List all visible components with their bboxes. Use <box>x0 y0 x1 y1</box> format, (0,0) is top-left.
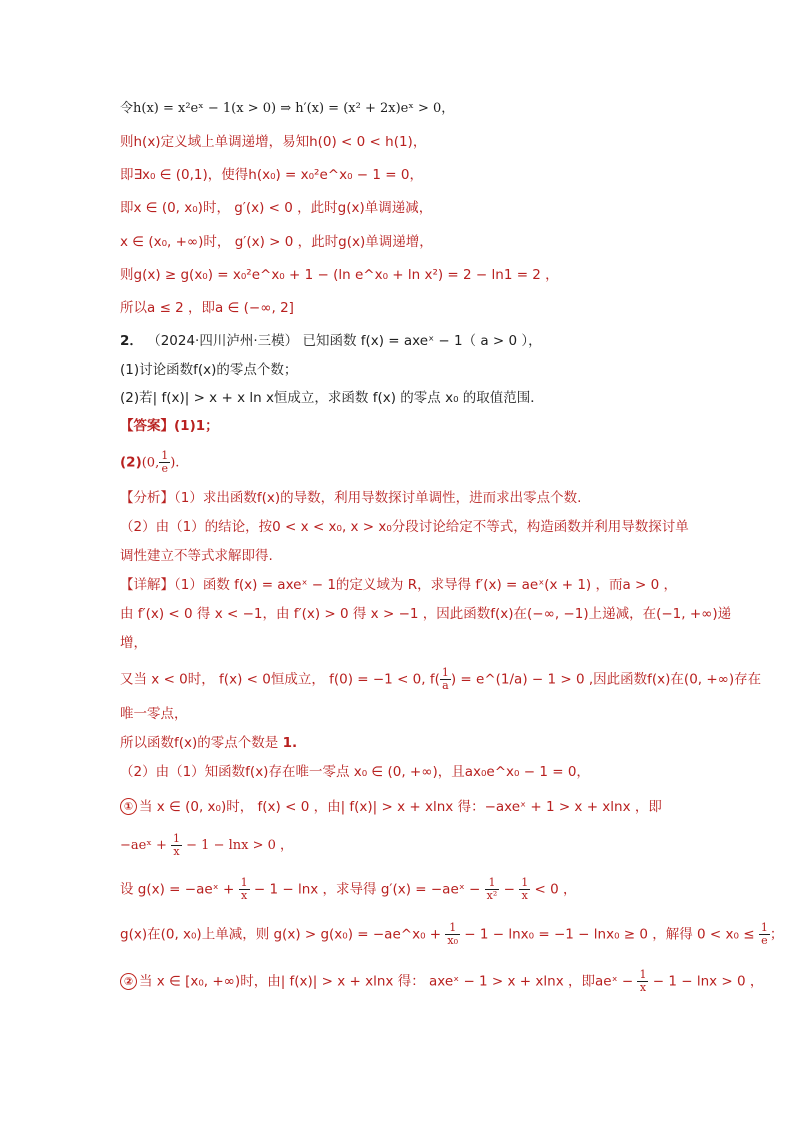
detail-d10c: − <box>499 881 520 898</box>
detail-d9b: − 1 − lnx > 0 ， <box>182 838 294 853</box>
answer-2-left: (0, <box>141 455 160 471</box>
question-1: (1)讨论函数f(x)的零点个数； <box>120 362 298 378</box>
detail-line-6 <box>120 733 297 753</box>
detail-line-7: （2）由（1）知函数f(x)存在唯一零点 x₀ ∈ (0, +∞)，且ax₀e^x₀ − 1 = 0， <box>120 764 590 780</box>
derivation-line-1: 令h(x) = x²eˣ − 1(x > 0) ⇒ h′(x) = (x² + 2x)eˣ > 0， <box>120 101 455 116</box>
detail-d10-fraction-2 <box>485 877 500 902</box>
detail-d4-frac-den: a <box>442 679 449 692</box>
detail-d11-frac2-num: 1 <box>760 921 768 934</box>
detail-d10-frac2-den: x² <box>486 889 498 902</box>
detail-line-8 <box>120 797 662 817</box>
detail-d9a: −aeˣ + <box>120 838 172 853</box>
analysis-p1: （1）求出函数f(x)的导数，利用导数探讨单调性，进而求出零点个数. <box>174 490 582 506</box>
derivation-line-7: 所以a ≤ 2 ，即a ∈ (−∞, 2] <box>120 300 294 316</box>
detail-d10-fraction-1 <box>239 877 250 902</box>
answer-2-fraction <box>159 450 170 475</box>
detail-d6a: 所以函数f(x)的零点个数是 <box>120 735 283 751</box>
detail-line-11 <box>120 922 783 947</box>
answer-2-frac-den: e <box>161 462 168 475</box>
detail-line-3: 增， <box>120 635 147 651</box>
answer-2-frac-num: 1 <box>161 449 169 462</box>
problem-source: （2024·四川泸州·三模） <box>147 333 299 349</box>
answer-1: (1)1； <box>174 418 219 434</box>
detail-d6b: 1. <box>282 735 298 751</box>
detail-d10-frac3-num: 1 <box>521 876 529 889</box>
detail-d8: 当 x ∈ (0, x₀)时， f(x) < 0 ，由| f(x)| > x + xlnx 得：−axeˣ + 1 > x + xlnx ，即 <box>139 799 662 815</box>
detail-line-4 <box>120 667 761 692</box>
detail-d4a: 又当 x < 0时， f(x) < 0恒成立， f(0) = −1 < 0, f( <box>120 671 440 688</box>
detail-line-1 <box>120 575 677 595</box>
detail-d10-frac1-den: x <box>240 889 248 902</box>
detail-d11c: ； <box>769 926 784 943</box>
detail-d4-frac-num: 1 <box>441 666 449 679</box>
detail-d12-frac-den: x <box>639 981 647 994</box>
detail-d9-fraction <box>171 833 182 858</box>
analysis-label: 【分析】 <box>120 490 174 506</box>
derivation-line-3: 即∃x₀ ∈ (0,1)，使得h(x₀) = x₀²e^x₀ − 1 = 0， <box>120 167 423 183</box>
derivation-line-6: 则g(x) ≥ g(x₀) = x₀²e^x₀ + 1 − (ln e^x₀ + ln x²) = 2 − ln1 = 2 ， <box>120 267 559 283</box>
detail-d11-frac1-den: x₀ <box>447 934 458 947</box>
detail-d11-fraction-2 <box>759 922 770 947</box>
detail-d4-fraction <box>440 667 451 692</box>
analysis-line-2: （2）由（1）的结论，按0 < x < x₀, x > x₀分段讨论给定不等式，构造函数并利用导数探讨单 <box>120 519 689 535</box>
detail-d10-frac1-num: 1 <box>240 876 248 889</box>
derivation-line-5: x ∈ (x₀, +∞)时， g′(x) > 0 ，此时g(x)单调递增， <box>120 234 433 250</box>
detail-d10-frac2-num: 1 <box>485 877 500 890</box>
detail-d10-frac3-den: x <box>521 889 528 902</box>
analysis-line-3: 调性建立不等式求解即得. <box>120 548 273 564</box>
detail-d1: （1）函数 f(x) = axeˣ − 1的定义域为 R，求导得 f′(x) = aeˣ(x + 1) ，而a > 0 ， <box>174 577 678 593</box>
detail-d10-fraction-3 <box>519 877 530 902</box>
detail-d11-frac1-num: 1 <box>445 922 460 935</box>
detail-d11b: − 1 − lnx₀ = −1 − lnx₀ ≥ 0 ，解得 0 < x₀ ≤ <box>460 926 759 943</box>
detail-line-10 <box>120 877 576 902</box>
detail-label: 【详解】 <box>120 577 174 593</box>
detail-d9-frac-den: x <box>173 845 180 858</box>
detail-line-12 <box>120 969 763 994</box>
circled-number-1: ① <box>120 798 137 815</box>
derivation-line-4: 即x ∈ (0, x₀)时， g′(x) < 0 ，此时g(x)单调递减， <box>120 200 433 216</box>
detail-d12a: 当 x ∈ [x₀, +∞)时，由| f(x)| > x + xlnx 得： axeˣ − 1 > x + xlnx ，即aeˣ − <box>139 973 638 990</box>
detail-d12-fraction <box>637 969 648 994</box>
detail-d11a: g(x)在(0, x₀)上单减，则 g(x) > g(x₀) = −ae^x₀ + <box>120 926 446 943</box>
detail-d9-frac-num: 1 <box>173 832 181 845</box>
derivation-line-2: 则h(x)定义域上单调递增，易知h(0) < 0 < h(1)， <box>120 134 427 150</box>
detail-d12b: − 1 − lnx > 0 ， <box>648 973 764 990</box>
detail-d11-fraction-1 <box>445 922 460 947</box>
detail-d10b: − 1 − lnx ，求导得 g′(x) = −aeˣ − <box>249 881 485 898</box>
circled-number-2: ② <box>120 973 137 990</box>
detail-d10a: 设 g(x) = −aeˣ + <box>120 881 239 898</box>
answer-label: 【答案】 <box>120 418 174 434</box>
detail-line-9 <box>120 833 293 858</box>
analysis-line-1 <box>120 488 581 508</box>
detail-d11-frac2-den: e <box>761 934 768 947</box>
detail-d12-frac-num: 1 <box>639 968 647 981</box>
answer-2-prefix: (2) <box>120 454 142 471</box>
problem-header <box>120 331 542 351</box>
answer-line-2 <box>120 450 179 475</box>
detail-line-2: 由 f′(x) < 0 得 x < −1，由 f′(x) > 0 得 x > −1 ，因此函数f(x)在(−∞, −1)上递减，在(−1, +∞)递 <box>120 606 732 622</box>
problem-stem: 已知函数 f(x) = axeˣ − 1（ a > 0 ）， <box>302 333 542 349</box>
answer-line-1 <box>120 416 219 436</box>
detail-line-5: 唯一零点， <box>120 706 188 722</box>
question-2: (2)若| f(x)| > x + x ln x恒成立，求函数 f(x) 的零点 x₀ 的取值范围． <box>120 390 544 406</box>
problem-number: 2． <box>120 333 143 349</box>
detail-d10d: < 0 ， <box>530 881 577 898</box>
answer-2-right: ). <box>170 455 180 471</box>
detail-d4b: ) = e^(1/a) − 1 > 0 ,因此函数f(x)在(0, +∞)存在 <box>450 671 762 688</box>
